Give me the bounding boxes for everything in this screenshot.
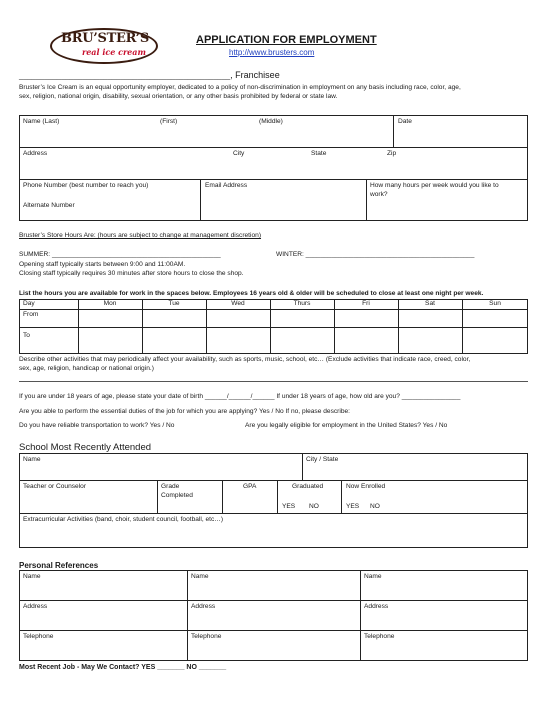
franchisee-line	[19, 70, 280, 81]
phone-label: Phone Number (best number to reach you)	[23, 182, 149, 189]
opening-staff-note: Opening staff typically starts between 9:00 and 11:00AM.	[19, 261, 186, 268]
zip-label: Zip	[387, 150, 397, 157]
address-label: Address	[23, 150, 48, 157]
alternate-number-label: Alternate Number	[23, 202, 75, 209]
grade-label: Grade	[161, 483, 180, 490]
graduated-label: Graduated	[292, 483, 324, 490]
reference-3-name-label: Name	[364, 573, 382, 580]
other-activities-blank[interactable]	[19, 381, 528, 382]
from-hours-fields[interactable]	[79, 310, 527, 326]
name-first-label: (First)	[160, 118, 178, 125]
eeo-statement-line-1: Bruster’s Ice Cream is an equal opportunity employer, dedicated to a policy of non-discrimination in employment on any basis including race, color, age,	[19, 84, 461, 91]
transportation-question: Do you have reliable transportation to work? Yes / No	[19, 422, 175, 429]
reference-3-telephone-label: Telephone	[364, 633, 395, 640]
thurs-header: Thurs	[293, 300, 311, 307]
name-middle-label: (Middle)	[259, 118, 283, 125]
extracurricular-label: Extracurricular Activities (band, choir, student council, football, etc…)	[23, 516, 224, 523]
city-label: City	[233, 150, 245, 157]
logo-main-text: BRU’STER’S	[61, 31, 149, 46]
school-name-label: Name	[23, 456, 41, 463]
other-activities-line-1: Describe other activities that may periodically affect your availability, such as sports, music, school, etc… (Exclude activities that indicate race, creed, color,	[19, 356, 471, 363]
under-18-question: If you are under 18 years of age, please state your date of birth ______/______/______ If under 18 years of age, how old are you? ________________	[19, 393, 461, 400]
reference-1-telephone-label: Telephone	[23, 633, 54, 640]
reference-1-name-label: Name	[23, 573, 41, 580]
mon-header: Mon	[103, 300, 117, 307]
reference-1-address-label: Address	[23, 603, 48, 610]
other-activities-line-2: sex, age, religion, handicap or national origin.)	[19, 365, 154, 372]
from-row-label: From	[23, 311, 39, 318]
franchisee-blank[interactable]: __________________________________________________	[19, 71, 231, 80]
state-label: State	[311, 150, 327, 157]
eeo-statement-line-2: sex, religion, national origin, disability, sexual orientation, or any other basis prohibited by federal or state law.	[19, 93, 338, 100]
enrolled-yes-option[interactable]: YES	[346, 503, 360, 510]
hours-question-line-1: How many hours per week would you like to	[370, 182, 499, 189]
email-field[interactable]	[201, 191, 365, 220]
teacher-counselor-label: Teacher or Counselor	[23, 483, 87, 490]
name-field[interactable]	[20, 127, 392, 146]
logo-sub-text: real ice cream	[82, 47, 146, 57]
reference-2-address-label: Address	[191, 603, 216, 610]
wed-header: Wed	[231, 300, 245, 307]
sat-header: Sat	[425, 300, 435, 307]
day-header: Day	[23, 300, 35, 307]
fri-header: Fri	[362, 300, 370, 307]
website-link[interactable]: http://www.brusters.com	[229, 48, 315, 57]
email-label: Email Address	[205, 182, 248, 189]
references-heading: Personal References	[19, 561, 99, 570]
name-last-label: Name (Last)	[23, 118, 60, 125]
availability-instruction: List the hours you are available for work in the spaces below. Employees 16 years old & older will be scheduled to close at least one night per week.	[19, 290, 484, 297]
address-field[interactable]	[20, 159, 527, 178]
hours-per-week-field[interactable]	[367, 200, 527, 220]
eligibility-question: Are you legally eligible for employment in the United States? Yes / No	[245, 422, 448, 429]
sun-header: Sun	[489, 300, 501, 307]
closing-staff-note: Closing staff typically requires 30 minutes after store hours to close the shop.	[19, 270, 244, 277]
now-enrolled-label: Now Enrolled	[346, 483, 386, 490]
graduated-no-option[interactable]: NO	[309, 503, 319, 510]
reference-2-telephone-label: Telephone	[191, 633, 222, 640]
school-heading: School Most Recently Attended	[19, 442, 152, 453]
completed-label: Completed	[161, 492, 193, 499]
winter-hours-line: WINTER: ______________________________________________	[276, 251, 475, 258]
school-city-state-label: City / State	[306, 456, 339, 463]
to-hours-fields[interactable]	[79, 328, 527, 353]
gpa-label: GPA	[243, 483, 257, 490]
phone-field[interactable]	[20, 191, 199, 220]
hours-question-line-2: work?	[370, 191, 388, 198]
enrolled-no-option[interactable]: NO	[370, 503, 380, 510]
summer-hours-line: SUMMER: ______________________________________________	[19, 251, 221, 258]
graduated-yes-option[interactable]: YES	[282, 503, 296, 510]
to-row-label: To	[23, 332, 30, 339]
reference-3-address-label: Address	[364, 603, 389, 610]
date-label: Date	[398, 118, 412, 125]
date-field[interactable]	[394, 127, 527, 146]
reference-2-name-label: Name	[191, 573, 209, 580]
page-title: APPLICATION FOR EMPLOYMENT	[196, 34, 377, 46]
references-table	[19, 570, 528, 661]
tue-header: Tue	[168, 300, 180, 307]
school-box	[19, 453, 528, 548]
essential-duties-question: Are you able to perform the essential duties of the job for which you are applying? Yes / No If no, please describe:	[19, 408, 350, 415]
franchisee-label: , Franchisee	[230, 70, 280, 80]
most-recent-job-line: Most Recent Job - May We Contact? YES _______ NO _______	[19, 664, 227, 671]
store-hours-heading: Bruster’s Store Hours Are: (hours are subject to change at management discretion)	[19, 232, 262, 239]
